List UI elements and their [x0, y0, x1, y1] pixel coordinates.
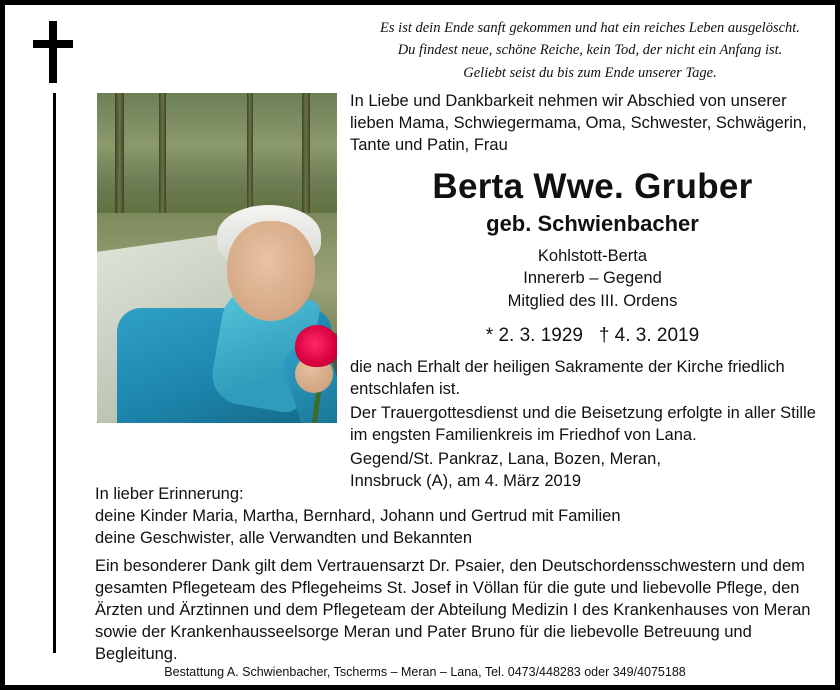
remembrance-block	[95, 483, 835, 549]
locations-line-2: Innsbruck (A), am 4. März 2019	[350, 471, 582, 490]
nickname: Kohlstott-Berta	[537, 246, 648, 265]
service-paragraph: Der Trauergottesdienst und die Beisetzung erfolgte in aller Stille im engsten Familienkreis im Friedhof von Lana.	[350, 403, 816, 444]
funeral-home-footer: Bestattung A. Schwienbacher, Tscherms – Meran – Lana, Tel. 0473/448283 oder 349/4075188	[164, 665, 686, 679]
cross-vertical-bar	[49, 21, 57, 83]
locations-line-1: Gegend/St. Pankraz, Lana, Bozen, Meran,	[350, 449, 661, 468]
photo-tree-trunk	[159, 93, 166, 228]
siblings-line: deine Geschwister, alle Verwandten und Bekannten	[95, 529, 473, 548]
maiden-name: geb. Schwienbacher	[486, 210, 699, 236]
verse-block	[350, 17, 830, 84]
main-text-column	[350, 91, 835, 492]
deceased-name: Berta Wwe. Gruber	[432, 166, 753, 206]
photo-face	[227, 221, 315, 321]
thanks-paragraph: Ein besonderer Dank gilt dem Vertrauensarzt Dr. Psaier, den Deutschordensschwestern und dem gesamten Pflegeteam des Pflegeheims St. Josef in Völlan für die gute und liebevolle Pflege, den Ärzten und Ärztinnen und dem Pflegeteam der Abteilung Medizin I des Krankenhauses von Meran sowie der Krankenhausseelsorge Meran und Pater Bruno für die liebevolle Betreuung und Begleitung.	[95, 557, 811, 664]
remembrance-title: In lieber Erinnerung:	[95, 485, 244, 503]
birth-death-dates: * 2. 3. 1929 † 4. 3. 2019	[485, 324, 700, 346]
children-line: deine Kinder Maria, Martha, Bernhard, Johann und Gertrud mit Familien	[95, 507, 621, 526]
intro-paragraph: In Liebe und Dankbarkeit nehmen wir Abschied von unserer lieben Mama, Schwiegermama, Oma, Schwester, Schwägerin, Tante und Patin, Frau	[350, 92, 807, 154]
membership: Mitglied des III. Ordens	[507, 292, 678, 311]
cross-horizontal-bar	[33, 40, 73, 48]
photo-tree-trunk	[247, 93, 253, 221]
vertical-divider	[53, 93, 56, 653]
verse-line-2: Du findest neue, schöne Reiche, kein Tod, der nicht ein Anfang ist.	[397, 42, 783, 59]
photo-content	[97, 93, 337, 423]
portrait-photo	[97, 93, 337, 423]
verse-line-1: Es ist dein Ende sanft gekommen und hat ein reiches Leben ausgelöscht.	[380, 20, 800, 36]
verse-line-3: Geliebt seist du bis zum Ende unserer Tage.	[463, 64, 717, 81]
after-dates-paragraph: die nach Erhalt der heiligen Sakramente der Kirche friedlich entschlafen ist.	[350, 357, 785, 398]
photo-red-flower	[295, 325, 337, 367]
place-name: Innererb – Gegend	[523, 269, 662, 288]
